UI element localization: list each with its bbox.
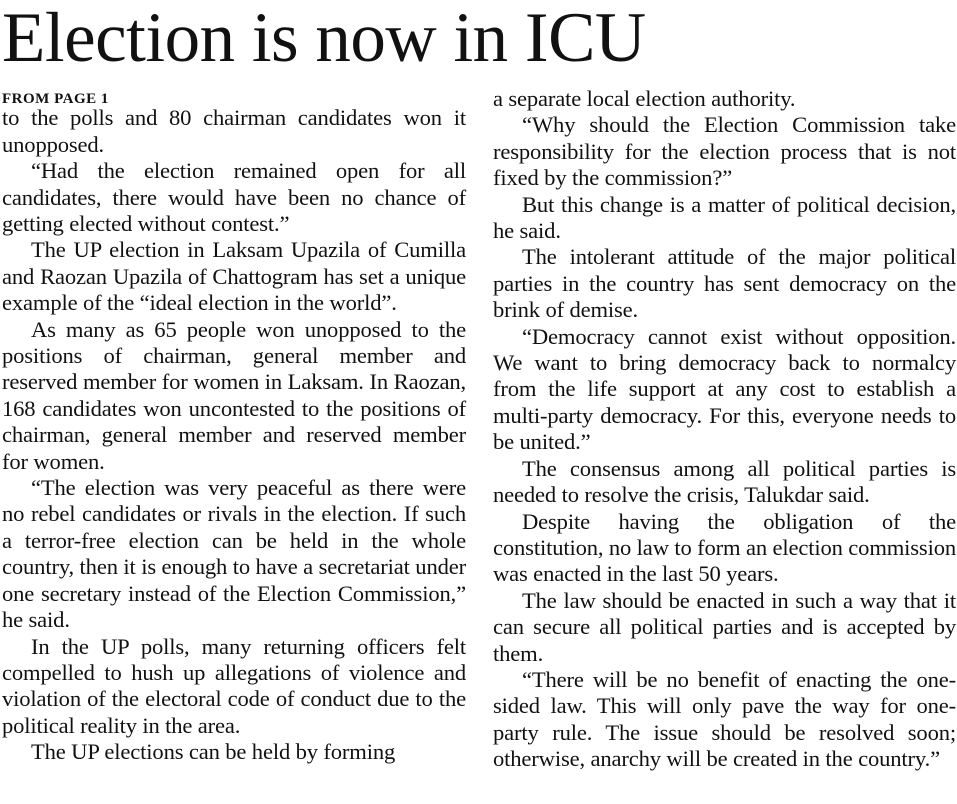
continuation-kicker: FROM PAGE 1 <box>2 91 109 107</box>
paragraph: The UP elections can be held by forming <box>31 739 396 765</box>
paragraph: to the polls and 80 chairman candidates won it unopposed. <box>2 105 466 157</box>
paragraph: But this change is a matter of political decision, he said. <box>493 191 956 244</box>
paragraph: “Had the election remained open for all candidates, there would have been no chance of getting elected without contest.” <box>2 158 466 237</box>
paragraph: Despite having the obligation of the constitution, no law to form an election commission was enacted in the last 50 years. <box>493 508 956 587</box>
paragraph: “Why should the Election Commission take responsibility for the election process that is not fixed by the commission?” <box>493 112 956 191</box>
left-column <box>2 86 466 766</box>
paragraph: The consensus among all political parties is needed to resolve the crisis, Talukdar said. <box>493 455 956 508</box>
paragraph: In the UP polls, many returning officers felt compelled to hush up allegations of violence and violation of the electoral code of conduct due to the political reality in the area. <box>2 633 466 738</box>
paragraph: a separate local election authority. <box>493 86 796 111</box>
paragraph: The law should be enacted in such a way that it can secure all political parties and is accepted by them. <box>493 587 956 666</box>
paragraph: “Democracy cannot exist without opposition. We want to bring democracy back to normalcy from the life support at any cost to establish a multi-party democracy. For this, everyone needs to be united.” <box>493 323 956 455</box>
right-column <box>493 86 956 773</box>
paragraph: The UP election in Laksam Upazila of Cumilla and Raozan Upazila of Chattogram has set a unique example of the “ideal election in the world”. <box>2 237 466 316</box>
paragraph: As many as 65 people won unopposed to the positions of chairman, general member and reserved member for women in Laksam. In Raozan, 168 candidates won uncontested to the positions of chairman, general member and reserved member for women. <box>2 316 466 474</box>
paragraph: The intolerant attitude of the major political parties in the country has sent democracy on the brink of demise. <box>493 244 956 323</box>
paragraph: “There will be no benefit of enacting the one-sided law. This will only pave the way for one-party rule. The issue should be resolved soon; otherwise, anarchy will be created in the country.” <box>493 666 956 772</box>
paragraph: “The election was very peaceful as there were no rebel candidates or rivals in the election. If such a terror-free election can be held in the whole country, then it is enough to have a secretariat under one secretary instead of the Election Commission,” he said. <box>2 475 466 633</box>
headline: Election is now in ICU <box>2 0 646 77</box>
